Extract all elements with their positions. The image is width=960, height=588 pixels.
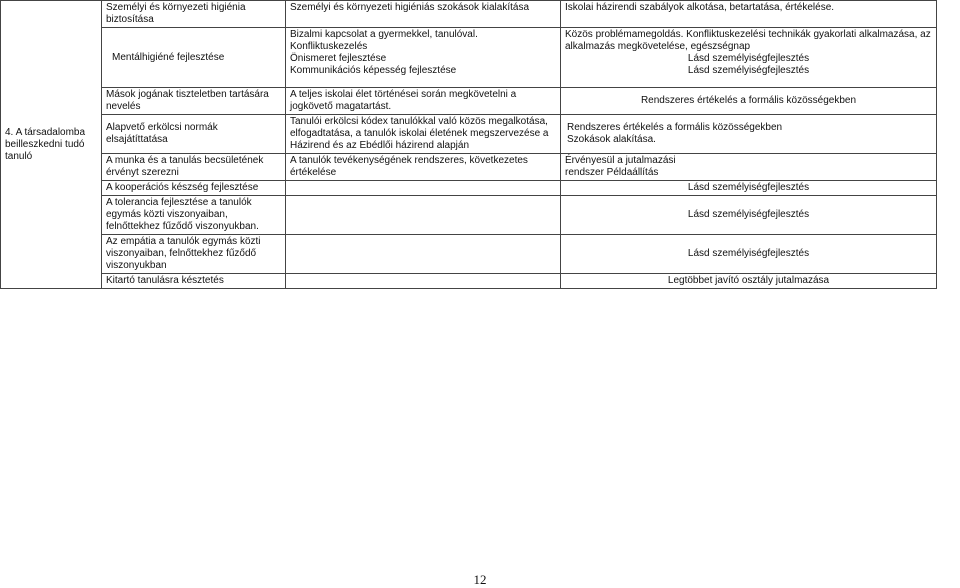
result-text: Lásd személyiségfejlesztés (687, 53, 810, 64)
table-row (1, 181, 937, 196)
section-label-cell (1, 1, 102, 289)
table-row (1, 154, 937, 181)
table-cell: Alapvető erkölcsi normák elsajátíttatása (102, 115, 286, 154)
table-cell: Tanulói erkölcsi kódex tanulókkal való közös megalkotása, elfogadtatása, a tanulók iskolai életének megszervezése a Házirend és az Ebédlői házirend alapján (286, 115, 561, 154)
table-cell: Lásd személyiségfejlesztés (561, 235, 937, 274)
table-row (1, 88, 937, 115)
table-cell: Legtöbbet javító osztály jutalmazása (561, 274, 937, 289)
table-cell: Személyi és környezeti higiénia biztosítása (102, 1, 286, 28)
table-cell: Iskolai házirendi szabályok alkotása, betartatása, értékelése. (561, 1, 937, 28)
table-cell: Az empátia a tanulók egymás közti viszonyaiban, felnőttekhez fűződő viszonyukban (102, 235, 286, 274)
table-row (1, 196, 937, 235)
table-cell: A teljes iskolai élet történései során megkövetelni a jogkövető magatartást. (286, 88, 561, 115)
table-row (1, 115, 937, 154)
table-cell (561, 115, 937, 154)
table-row (1, 274, 937, 289)
pedagogy-table (0, 0, 937, 289)
table-cell (286, 274, 561, 289)
table-row (1, 235, 937, 274)
table-cell: A tolerancia fejlesztése a tanulók egymás közti viszonyaiban, felnőttekhez fűződő viszonyukban. (102, 196, 286, 235)
table-cell (286, 181, 561, 196)
table-cell (102, 28, 286, 88)
method-text: Önismeret fejlesztése (290, 53, 387, 64)
table-cell (561, 154, 937, 181)
table-cell (286, 235, 561, 274)
table-cell: A tanulók tevékenységének rendszeres, következetes értékelése (286, 154, 561, 181)
table-cell: Rendszeres értékelés a formális közösségekben (561, 88, 937, 115)
table-cell: Lásd személyiségfejlesztés (561, 181, 937, 196)
table-cell: Mások jogának tiszteletben tartására nevelés (102, 88, 286, 115)
result-text: Érvényesül a jutalmazási rendszer Példaállítás (565, 155, 676, 178)
goal-text: Mentálhigiéné fejlesztése (112, 51, 225, 63)
result-text: Lásd személyiségfejlesztés (687, 65, 810, 76)
page-number: 12 (473, 572, 487, 587)
table-row (1, 28, 937, 88)
table-cell: Lásd személyiségfejlesztés (561, 196, 937, 235)
table-cell (561, 28, 937, 88)
table-cell: A munka és a tanulás becsületének érvényt szerezni (102, 154, 286, 181)
method-text: Kommunikációs képesség fejlesztése (290, 65, 457, 76)
method-text: Bizalmi kapcsolat a gyermekkel, tanulóval. (290, 29, 478, 40)
table-cell (286, 196, 561, 235)
table-row (1, 1, 937, 28)
result-text: Rendszeres értékelés a formális közösségekben Szokások alakítása. (567, 122, 783, 145)
table-cell: Személyi és környezeti higiéniás szokások kialakítása (286, 1, 561, 28)
table-cell (286, 28, 561, 88)
method-text: Konfliktuskezelés (290, 41, 368, 52)
table-cell: A kooperációs készség fejlesztése (102, 181, 286, 196)
section-label: 4. A társadalomba beilleszkedni tudó tanuló (5, 126, 86, 162)
table-cell: Kitartó tanulásra késztetés (102, 274, 286, 289)
result-text: Közös problémamegoldás. Konfliktuskezelési technikák gyakorlati alkalmazása, az alkalmazás megkövetelése, egészségnap (565, 29, 931, 52)
